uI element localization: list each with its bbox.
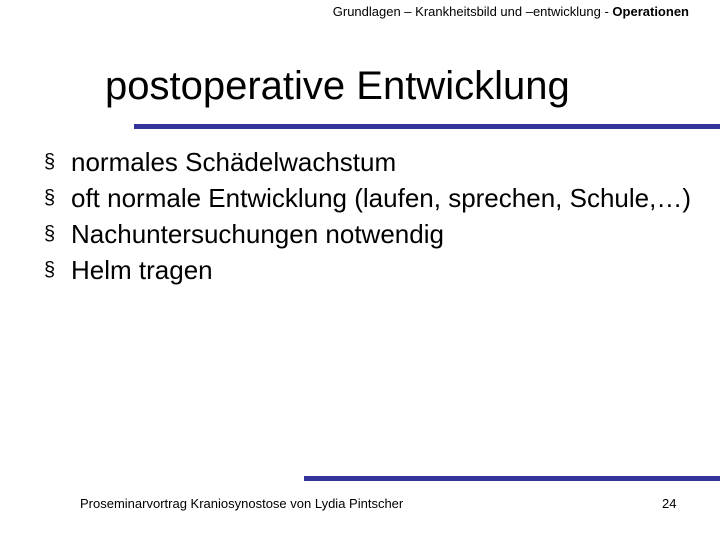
bullet-marker: §	[44, 259, 56, 281]
bullet-item	[44, 144, 704, 180]
bullet-text: Nachuntersuchungen notwendig	[71, 219, 444, 249]
breadcrumb	[333, 4, 689, 20]
breadcrumb-current: Operationen	[612, 4, 689, 19]
bullet-marker: §	[44, 151, 56, 173]
bullet-item	[44, 216, 704, 252]
breadcrumb-path: Grundlagen – Krankheitsbild und –entwicklung -	[332, 4, 613, 19]
bullet-text: Helm tragen	[71, 255, 213, 285]
bullet-item	[44, 180, 704, 216]
bullet-marker: §	[44, 187, 56, 209]
page-number: 24	[662, 496, 677, 511]
slide-title: postoperative Entwicklung	[105, 64, 570, 108]
bullet-item	[44, 252, 704, 288]
bullet-text: normales Schädelwachstum	[71, 147, 397, 177]
title-divider	[134, 124, 720, 129]
bullet-list	[44, 144, 704, 288]
bullet-text: oft normale Entwicklung (laufen, sprechen, Schule,…)	[71, 183, 691, 213]
bullet-marker: §	[44, 223, 56, 245]
footer-text: Proseminarvortrag Kraniosynostose von Lydia Pintscher	[80, 496, 404, 511]
footer-divider	[304, 476, 720, 481]
